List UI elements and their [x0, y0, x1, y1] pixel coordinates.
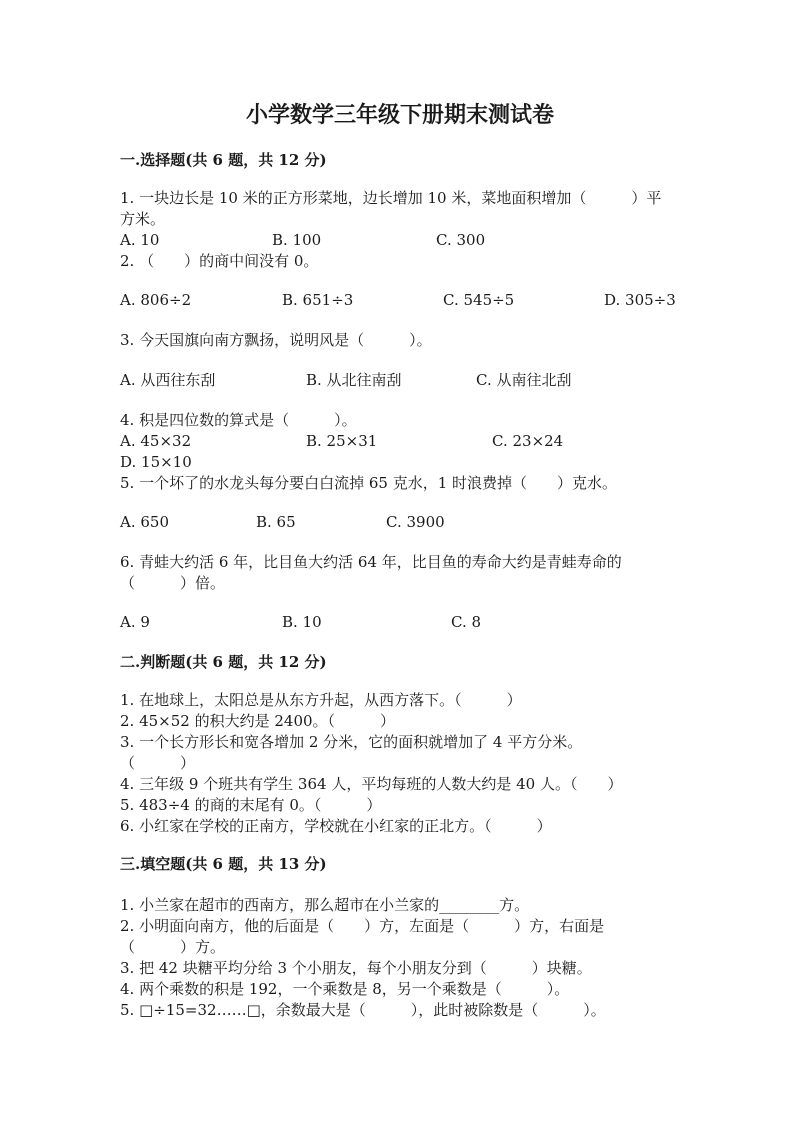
option-d: D. 305÷3 [604, 291, 676, 309]
question-text: 6. 青蛙大约活 6 年，比目鱼大约活 64 年，比目鱼的寿命大约是青蛙寿命的 [120, 553, 622, 571]
question-text: （ ）方。 [120, 938, 226, 956]
question-text: 2. 45×52 的积大约是 2400。（ ） [120, 712, 396, 730]
option-b: B. 651÷3 [282, 291, 354, 309]
option-a: A. 9 [120, 613, 150, 631]
question-text: 1. 一块边长是 10 米的正方形菜地，边长增加 10 米，菜地面积增加（ ）平 [120, 189, 662, 207]
option-a: A. 650 [120, 513, 169, 531]
question-text: 5. 一个坏了的水龙头每分要白白流掉 65 克水，1 时浪费掉（ ）克水。 [120, 474, 618, 492]
option-b: B. 25×31 [306, 432, 378, 450]
option-c: C. 从南往北刮 [476, 371, 572, 389]
question-text: 方米。 [120, 210, 166, 228]
option-b: B. 从北往南刮 [306, 371, 402, 389]
option-a: A. 10 [120, 231, 160, 249]
question-text: 1. 小兰家在超市的西南方，那么超市在小兰家的________方。 [120, 896, 530, 914]
section-heading-judge: 二.判断题(共 6 题，共 12 分) [120, 653, 327, 671]
section-heading-fill: 三.填空题(共 6 题，共 13 分) [120, 855, 327, 873]
question-text: 3. 今天国旗向南方飘扬，说明风是（ ）。 [120, 331, 432, 349]
option-c: C. 545÷5 [443, 291, 515, 309]
option-b: B. 10 [282, 613, 322, 631]
question-text: 2. （ ）的商中间没有 0。 [120, 252, 319, 270]
question-text: 3. 把 42 块糖平均分给 3 个小朋友，每个小朋友分到（ ）块糖。 [120, 959, 592, 977]
question-text: （ ） [120, 754, 196, 772]
question-text: 5. □÷15=32……□，余数最大是（ ），此时被除数是（ ）。 [120, 1001, 606, 1019]
page-title: 小学数学三年级下册期末测试卷 [245, 102, 554, 128]
section-heading-choice: 一.选择题(共 6 题，共 12 分) [120, 151, 327, 169]
question-text: 4. 积是四位数的算式是（ ）。 [120, 411, 357, 429]
question-text: 6. 小红家在学校的正南方，学校就在小红家的正北方。（ ） [120, 817, 552, 835]
question-text: 5. 483÷4 的商的末尾有 0。（ ） [120, 796, 382, 814]
option-b: B. 100 [272, 231, 322, 249]
option-c: C. 23×24 [492, 432, 564, 450]
question-text: 4. 两个乘数的积是 192，一个乘数是 8，另一个乘数是（ ）。 [120, 980, 570, 998]
question-text: 3. 一个长方形长和宽各增加 2 分米，它的面积就增加了 4 平方分米。 [120, 733, 583, 751]
option-d: D. 15×10 [120, 453, 192, 471]
question-text: （ ）倍。 [120, 574, 226, 592]
option-c: C. 300 [436, 231, 486, 249]
question-text: 1. 在地球上，太阳总是从东方升起，从西方落下。（ ） [120, 691, 522, 709]
option-b: B. 65 [256, 513, 296, 531]
question-text: 2. 小明面向南方，他的后面是（ ）方，左面是（ ）方，右面是 [120, 917, 605, 935]
option-a: A. 从西往东刮 [120, 371, 216, 389]
option-a: A. 806÷2 [120, 291, 192, 309]
option-a: A. 45×32 [120, 432, 192, 450]
question-text: 4. 三年级 9 个班共有学生 364 人，平均每班的人数大约是 40 人。（ ） [120, 775, 623, 793]
option-c: C. 3900 [386, 513, 445, 531]
option-c: C. 8 [451, 613, 482, 631]
